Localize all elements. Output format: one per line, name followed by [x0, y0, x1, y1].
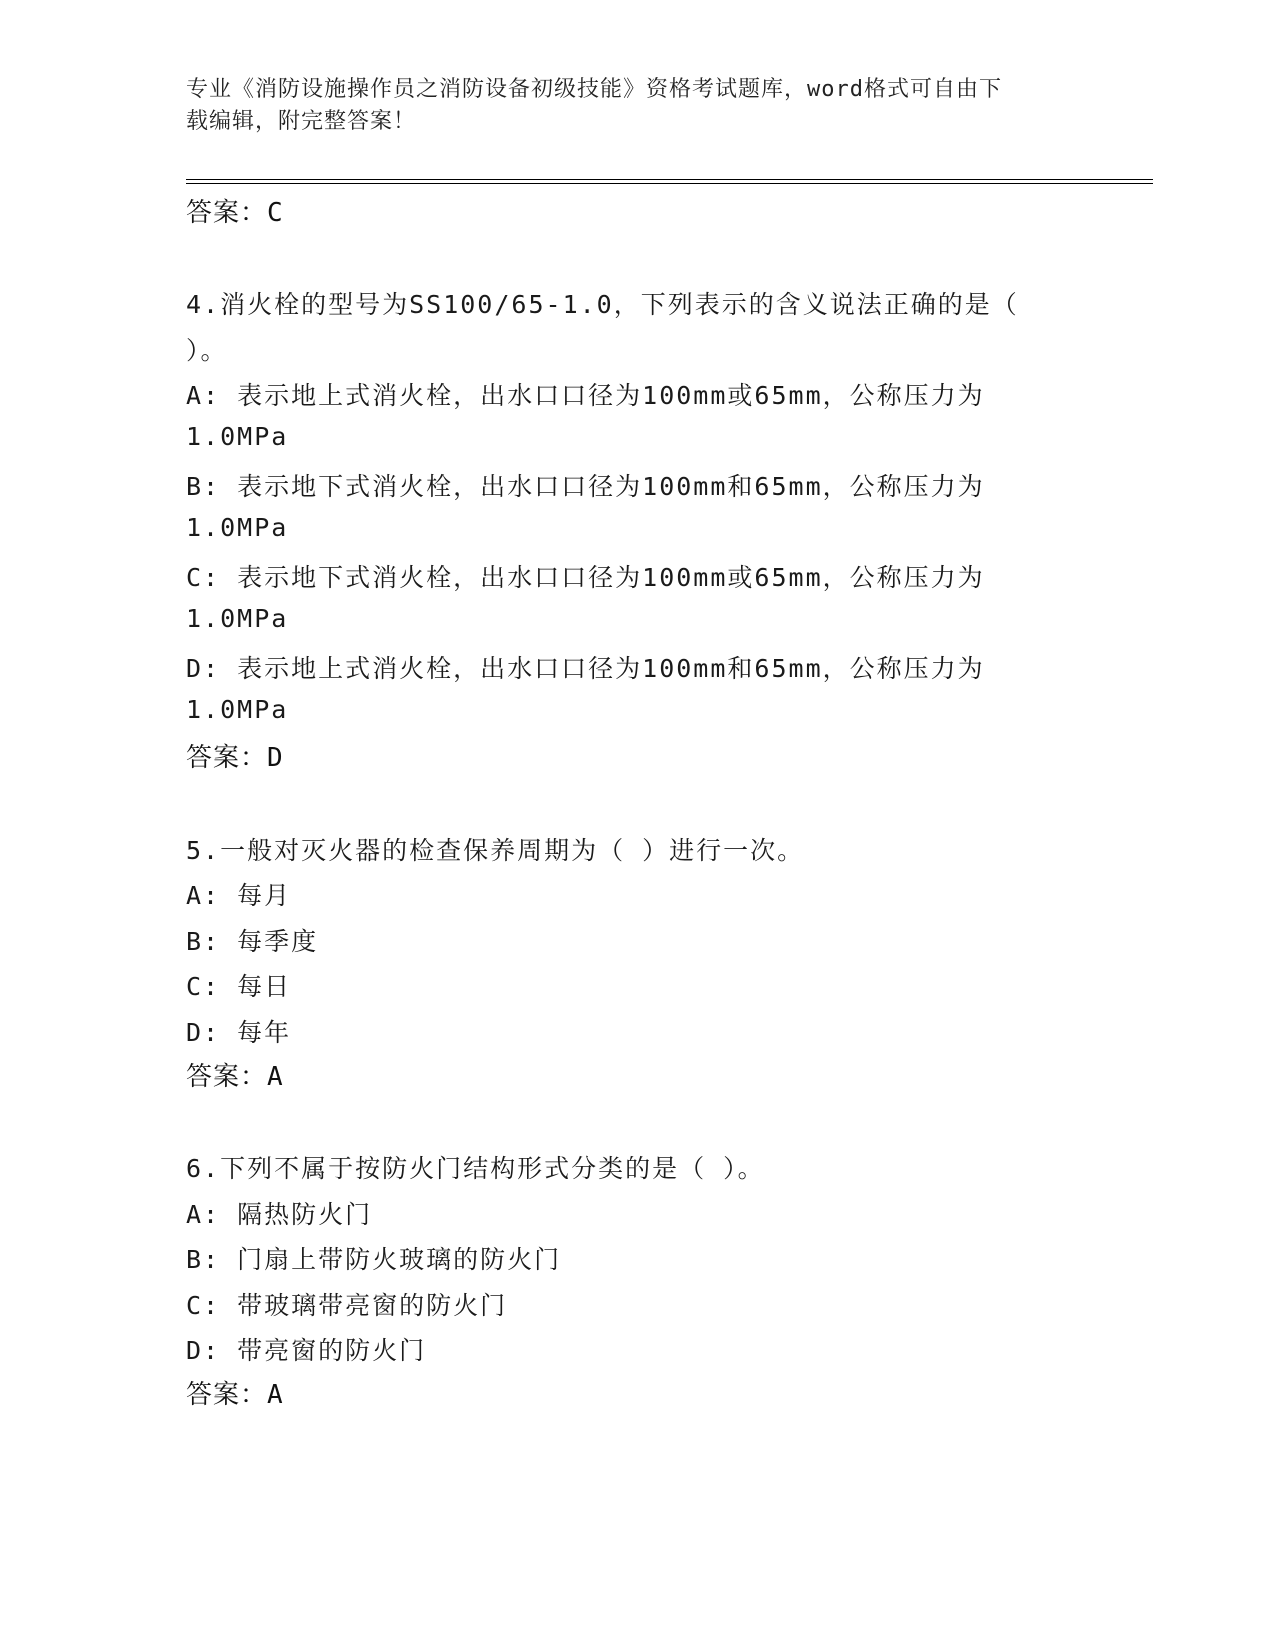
header-rule-bottom [186, 183, 1153, 184]
answer-label: 答案：C [186, 198, 284, 228]
question-stem: 5.一般对灭火器的检查保养周期为（ ）进行一次。 [186, 836, 805, 865]
option-a-cont: 1.0MPa [186, 422, 289, 451]
option-d: D: 表示地上式消火栓，出水口口径为100mm和65mm，公称压力为 [186, 654, 985, 683]
option-c: C: 表示地下式消火栓，出水口口径为100mm或65mm，公称压力为 [186, 563, 985, 592]
question-stem: 6.下列不属于按防火门结构形式分类的是（ ）。 [186, 1154, 765, 1183]
option-d-cont: 1.0MPa [186, 695, 289, 724]
answer-label: 答案：A [186, 1062, 284, 1092]
option-d: D: 带亮窗的防火门 [186, 1336, 427, 1365]
option-c: C: 每日 [186, 972, 292, 1001]
header-line-1: 专业《消防设施操作员之消防设备初级技能》资格考试题库，word格式可自由下 [186, 77, 1002, 102]
question-stem-cont: ）。 [186, 336, 228, 365]
option-a: A: 每月 [186, 881, 292, 910]
option-d: D: 每年 [186, 1018, 292, 1047]
option-a: A: 隔热防火门 [186, 1200, 373, 1229]
option-b-cont: 1.0MPa [186, 513, 289, 542]
option-c: C: 带玻璃带亮窗的防火门 [186, 1291, 508, 1320]
header-rule-top [186, 179, 1153, 180]
header-line-2: 载编辑，附完整答案！ [186, 109, 417, 134]
option-b: B: 表示地下式消火栓，出水口口径为100mm和65mm，公称压力为 [186, 472, 985, 501]
option-a: A: 表示地上式消火栓，出水口口径为100mm或65mm，公称压力为 [186, 381, 985, 410]
option-c-cont: 1.0MPa [186, 604, 289, 633]
document-header [186, 74, 1066, 138]
option-b: B: 门扇上带防火玻璃的防火门 [186, 1245, 562, 1274]
answer-label: 答案：A [186, 1380, 284, 1410]
option-b: B: 每季度 [186, 927, 319, 956]
question-stem: 4.消火栓的型号为SS100/65-1.0，下列表示的含义说法正确的是（ [186, 290, 1019, 319]
answer-label: 答案：D [186, 743, 284, 773]
